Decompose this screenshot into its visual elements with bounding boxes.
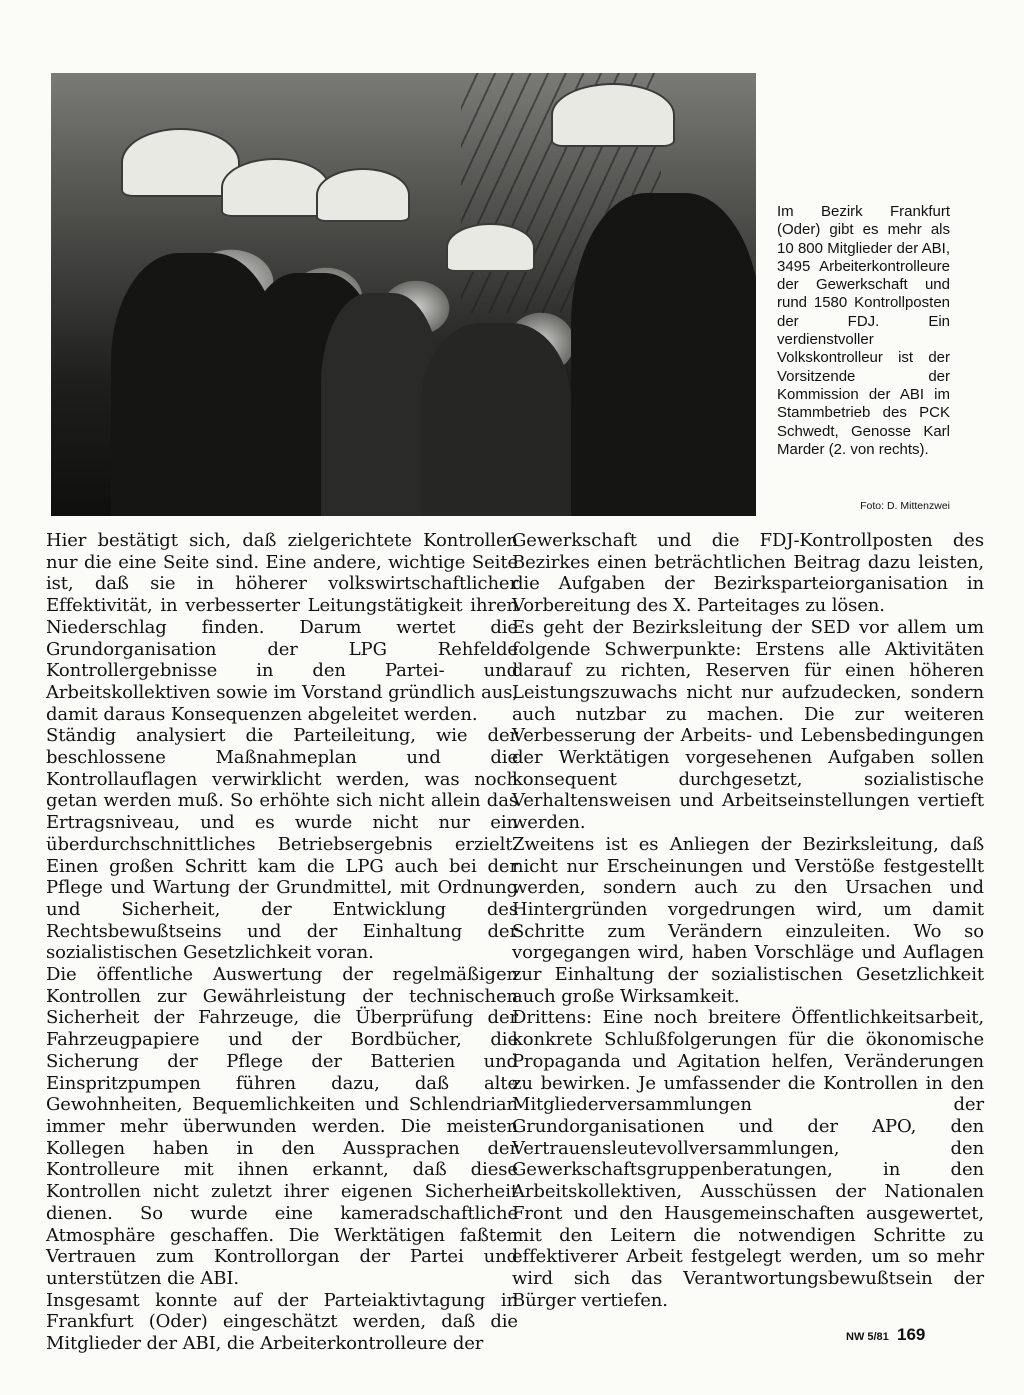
photo-credit: Foto: D. Mittenzwei (860, 500, 950, 512)
paragraph: Gewerkschaft und die FDJ-Kontrollposten des Bezirkes einen beträchtlichen Beitrag dazu leisten, die Aufgaben der Bezirksparteiorganisation in Vorbereitung des X. Parteitages zu lösen. (512, 530, 984, 617)
article-column-left (46, 530, 518, 1355)
paragraph: Die öffentliche Auswertung der regelmäßigen Kontrollen zur Gewährleistung der technischen Sicherheit der Fahrzeuge, die Überprüfung der Fahrzeugpapiere und der Bordbücher, die Sicherung der Pflege der Batterien und Einspritzpumpen führen dazu, daß alte Gewohnheiten, Bequemlichkeiten und Schlendrian immer mehr überwunden werden. Die meisten Kollegen haben in den Aussprachen der Kontrolleure mit ihnen erkannt, daß diese Kontrollen nicht zuletzt ihrer eigenen Sicherheit dienen. So wurde eine kameradschaftliche Atmosphäre geschaffen. Die Werktätigen faßten Vertrauen zum Kontrollorgan der Partei und unterstützen die ABI. (46, 964, 518, 1289)
paragraph: Es geht der Bezirksleitung der SED vor allem um folgende Schwerpunkte: Erstens alle Aktivitäten darauf zu richten, Reserven für einen höheren Leistungszuwachs nicht nur aufzudecken, sondern auch nutzbar zu machen. Die zur weiteren Verbesserung der Arbeits- und Lebensbedingungen der Werktätigen vorgesehenen Aufgaben sollen konsequent durchgesetzt, sozialistische Verhaltensweisen und Arbeitseinstellungen vertieft werden. (512, 616, 984, 834)
article-photo (51, 73, 756, 516)
worker-figure (421, 323, 571, 516)
hard-hat (316, 168, 410, 222)
paragraph: Ständig analysiert die Parteileitung, wie der beschlossene Maßnahmeplan und die Kontrollauflagen verwirklicht werden, was noch getan werden muß. So erhöhte sich nicht allein das Ertragsniveau, und es wurde nicht nur ein überdurchschnittliches Betriebsergebnis erzielt. Einen großen Schritt kam die LPG auch bei der Pflege und Wartung der Grundmittel, mit Ordnung und Sicherheit, der Entwicklung des Rechtsbewußtseins und der Einhaltung der sozialistischen Gesetzlichkeit voran. (46, 725, 518, 964)
article-column-right (512, 530, 984, 1311)
issue-label: NW 5/81 (846, 1331, 889, 1343)
paragraph: Drittens: Eine noch breitere Öffentlichkeitsarbeit, konkrete Schlußfolgerungen für die ökonomische Propaganda und Agitation helfen, Veränderungen zu bewirken. Je umfassender die Kontrollen in den Mitgliederversammlungen der Grundorganisationen und der APO, den Vertrauensleutevollversammlungen, den Gewerkschaftsgruppenberatungen, in den Arbeitskollektiven, Ausschüssen der Nationalen Front und den Hausgemeinschaften ausgewertet, mit den Leitern die notwendigen Schritte zu effektiverer Arbeit festgelegt werden, um so mehr wird sich das Verantwortungsbewußtsein der Bürger vertiefen. (512, 1007, 984, 1311)
worker-figure (571, 193, 756, 516)
hard-hat (221, 158, 330, 217)
page-number: 169 (897, 1325, 926, 1344)
paragraph: Hier bestätigt sich, daß zielgerichtete Kontrollen nur die eine Seite sind. Eine andere, wichtige Seite ist, daß sie in höherer volkswirtschaftlicher Effektivität, in verbesserter Leitungstätigkeit ihren Niederschlag finden. Darum wertet die Grundorganisation der LPG Rehfelde Kontrollergebnisse in den Partei- und Arbeitskollektiven sowie im Vorstand gründlich aus, damit daraus Konsequenzen abgeleitet werden. (46, 530, 518, 725)
hard-hat (551, 83, 675, 147)
photo-caption: Im Bezirk Frankfurt (Oder) gibt es mehr als 10 800 Mitglieder der ABI, 3495 Arbeiterkontrolleure der Gewerkschaft und rund 1580 Kontrollposten der FDJ. Ein verdienstvoller Volkskontrolleur ist der Vorsitzende der Kommission der ABI im Stammbetrieb des PCK Schwedt, Genosse Karl Marder (2. von rechts). (777, 203, 950, 458)
hard-hat (446, 223, 535, 272)
paragraph: Zweitens ist es Anliegen der Bezirksleitung, daß nicht nur Erscheinungen und Verstöße festgestellt werden, sondern auch zu den Ursachen und Hintergründen vorgedrungen wird, um damit Schritte zum Verändern einzuleiten. Wo so vorgegangen wird, haben Vorschläge und Auflagen zur Einhaltung der sozialistischen Gesetzlichkeit auch große Wirksamkeit. (512, 833, 984, 1007)
paragraph: Insgesamt konnte auf der Parteiaktivtagung in Frankfurt (Oder) eingeschätzt werden, daß die Mitglieder der ABI, die Arbeiterkontrolleure der (46, 1289, 518, 1355)
